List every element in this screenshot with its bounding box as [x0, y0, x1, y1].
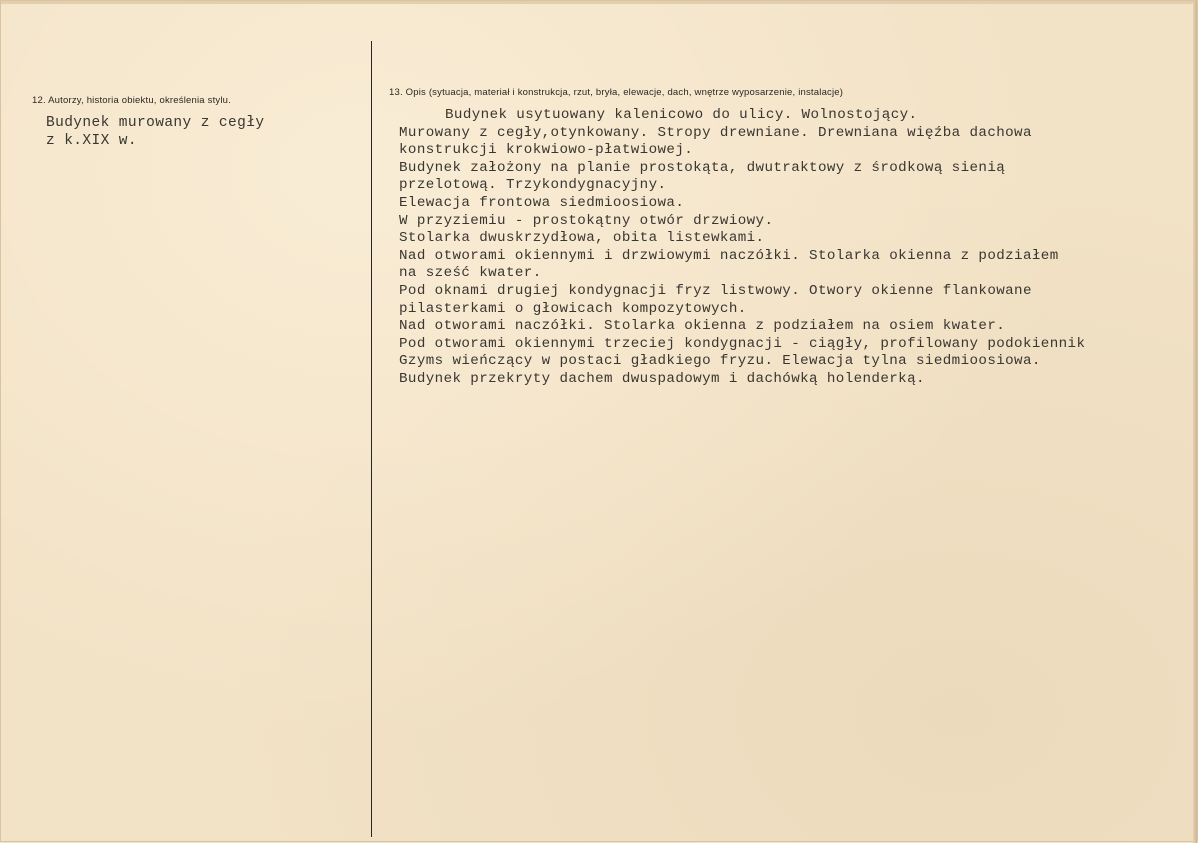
text-line: Elewacja frontowa siedmioosiowa.: [399, 194, 685, 211]
text-line: Budynek murowany z cegły: [46, 115, 265, 131]
field-12-label: 12. Autorzy, historia obiektu, określenia stylu.: [32, 95, 231, 106]
text-line: Budynek założony na planie prostokąta, dwutraktowy z środkową sienią: [399, 159, 1006, 176]
field-13-label: 13. Opis (sytuacja, materiał i konstrukcja, rzut, bryła, elewacje, dach, wnętrze wyposarzenie, instalacje): [389, 87, 844, 98]
text-line: Budynek przekryty dachem dwuspadowym i dachówką holenderką.: [399, 370, 925, 387]
text-line: Nad otworami naczółki. Stolarka okienna z podziałem na osiem kwater.: [399, 318, 1006, 335]
text-line: Pod otworami okiennymi trzeciej kondygnacji - ciągły, profilowany podokiennik: [399, 335, 1086, 352]
text-line: Pod oknami drugiej kondygnacji fryz listwowy. Otwory okienne flankowane: [399, 282, 1032, 299]
text-line: pilasterkami o głowicach kompozytowych.: [399, 300, 747, 317]
sheet-top-edge: [1, 1, 1198, 4]
text-line: Budynek usytuowany kalenicowo do ulicy. Wolnostojący.: [445, 107, 918, 123]
text-line: na sześć kwater.: [399, 265, 542, 282]
text-line: Gzyms wieńczący w postaci gładkiego fryzu. Elewacja tylna siedmioosiowa.: [399, 353, 1041, 370]
field-12-text: [46, 114, 264, 150]
sheet-right-edge: [1193, 1, 1197, 843]
text-line: z k.XIX w.: [46, 133, 138, 149]
field-13-text: [399, 107, 1085, 389]
text-line: Stolarka dwuskrzydłowa, obita listewkami.: [399, 230, 765, 247]
text-line: W przyziemiu - prostokątny otwór drzwiowy.: [399, 212, 774, 229]
text-line: Murowany z cegły,otynkowany. Stropy drewniane. Drewniana więźba dachowa: [399, 124, 1032, 141]
text-line: konstrukcji krokwiowo-płatwiowej.: [399, 142, 694, 159]
text-line: przelotową. Trzykondygnacyjny.: [399, 177, 667, 194]
text-line: Nad otworami okiennymi i drzwiowymi naczółki. Stolarka okienna z podziałem: [399, 247, 1059, 264]
column-divider: [371, 41, 372, 837]
